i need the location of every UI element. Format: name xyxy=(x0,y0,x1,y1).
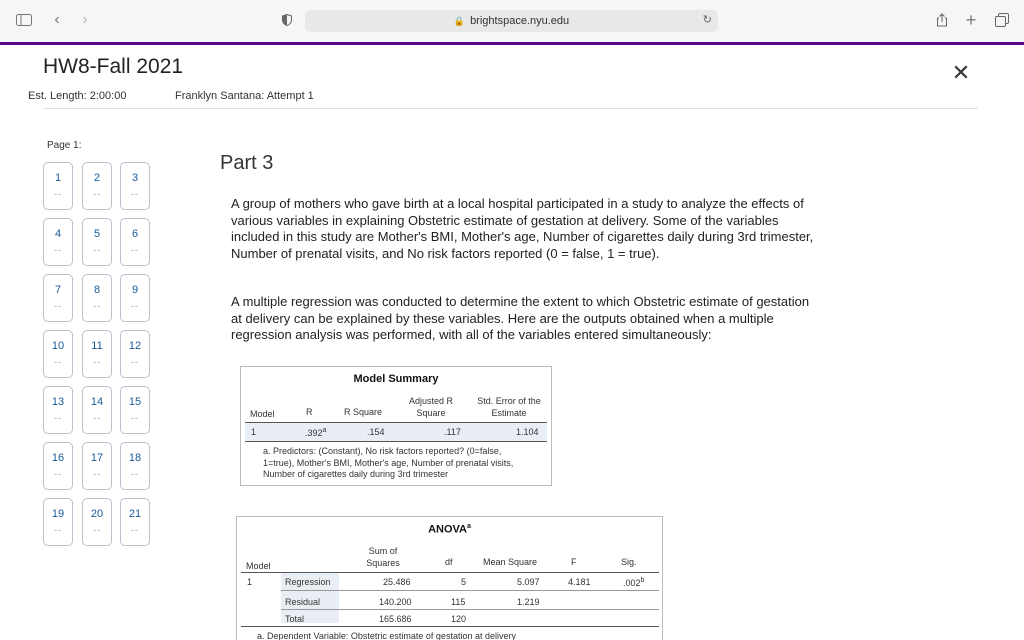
question-number: 4 xyxy=(54,228,62,240)
header-model: Model xyxy=(250,409,275,419)
new-tab-icon[interactable]: + xyxy=(965,9,977,30)
header-adj-r-square: Adjusted R Square xyxy=(408,396,454,418)
question-link-9[interactable] xyxy=(120,274,150,322)
close-icon[interactable]: ✕ xyxy=(951,60,971,85)
cell-ms: 5.097 xyxy=(517,577,540,587)
regression-paragraph: A multiple regression was conducted to determine the extent to which Obstetric estimate of gestation at delivery can be explained by these variables. Here are the outputs obtained when a multiple regression analysis was performed, with all of the variables entered simultaneously: xyxy=(231,294,810,342)
cell-ss: 25.486 xyxy=(383,577,411,587)
question-number: 5 xyxy=(93,228,101,240)
question-number: 13 xyxy=(51,396,65,408)
question-status: -- xyxy=(54,301,62,311)
table-title: Model Summary xyxy=(353,373,439,385)
question-status: -- xyxy=(93,301,101,311)
question-status: -- xyxy=(131,413,139,423)
cell-ms: 1.219 xyxy=(517,597,540,607)
table-footnote: a. Dependent Variable: Obstetric estimate of gestation at delivery xyxy=(257,631,516,640)
cell-df: 115 xyxy=(451,597,466,607)
question-status: -- xyxy=(93,245,101,255)
cell-model: 1 xyxy=(251,427,257,437)
back-icon[interactable]: ‹ xyxy=(54,11,60,28)
question-status: -- xyxy=(93,525,101,535)
cell-df: 5 xyxy=(461,577,467,587)
question-link-20[interactable] xyxy=(82,498,112,546)
question-status: -- xyxy=(54,189,62,199)
question-number: 14 xyxy=(90,396,104,408)
brand-bar xyxy=(0,42,1024,45)
row-label: Total xyxy=(285,614,305,624)
question-status: -- xyxy=(131,189,139,199)
cell-sig: .002 xyxy=(623,578,641,588)
lock-icon: 🔒 xyxy=(453,15,466,26)
question-number: 1 xyxy=(54,172,62,184)
question-number: 18 xyxy=(128,452,142,464)
question-number: 6 xyxy=(131,228,139,240)
question-link-12[interactable] xyxy=(120,330,150,378)
header-std-error: Std. Error of the Estimate xyxy=(477,396,541,418)
table-title: ANOVA xyxy=(428,523,467,536)
header-df: df xyxy=(445,557,453,567)
question-number: 19 xyxy=(51,508,65,520)
question-status: -- xyxy=(131,525,139,535)
cell-std-error: 1.104 xyxy=(516,427,539,437)
forward-icon[interactable]: › xyxy=(82,11,88,28)
question-status: -- xyxy=(54,357,62,367)
page-label: Page 1: xyxy=(47,140,82,151)
question-link-10[interactable] xyxy=(43,330,73,378)
cell-r-sup: a xyxy=(322,427,327,434)
question-status: -- xyxy=(93,357,101,367)
question-link-6[interactable] xyxy=(120,218,150,266)
question-number: 10 xyxy=(51,340,65,352)
question-link-13[interactable] xyxy=(43,386,73,434)
question-number: 17 xyxy=(90,452,104,464)
header-model: Model xyxy=(246,561,271,571)
question-link-8[interactable] xyxy=(82,274,112,322)
title-sup: a xyxy=(467,523,471,530)
cell-ss: 165.686 xyxy=(379,614,412,624)
question-link-19[interactable] xyxy=(43,498,73,546)
question-link-1[interactable] xyxy=(43,162,73,210)
model-summary-table xyxy=(240,366,552,486)
question-number: 21 xyxy=(128,508,142,520)
address-bar[interactable] xyxy=(305,10,718,32)
header-mean-square: Mean Square xyxy=(483,557,538,567)
cell-r-square: .154 xyxy=(367,427,385,437)
header-divider xyxy=(43,108,978,109)
part-title: Part 3 xyxy=(220,152,274,174)
question-status: -- xyxy=(54,245,62,255)
question-number: 8 xyxy=(93,284,101,296)
question-status: -- xyxy=(93,413,101,423)
share-icon[interactable] xyxy=(934,10,950,30)
browser-toolbar xyxy=(0,0,1024,42)
question-number: 16 xyxy=(51,452,65,464)
question-number: 12 xyxy=(128,340,142,352)
question-number: 15 xyxy=(128,396,142,408)
anova-table xyxy=(236,516,663,640)
question-link-16[interactable] xyxy=(43,442,73,490)
question-number: 11 xyxy=(91,340,103,352)
attempt-label: Franklyn Santana: Attempt 1 xyxy=(175,90,314,102)
sidebar-toggle-icon[interactable] xyxy=(14,10,34,30)
question-status: -- xyxy=(131,469,139,479)
reload-icon[interactable]: ↻ xyxy=(702,14,712,26)
bottom-rule xyxy=(241,626,659,627)
cell-adj-r-square: .117 xyxy=(444,427,461,437)
header-rule xyxy=(241,572,659,573)
row-shade xyxy=(245,423,547,441)
question-number: 9 xyxy=(131,284,139,296)
question-link-5[interactable] xyxy=(82,218,112,266)
question-number: 20 xyxy=(90,508,104,520)
quiz-title: HW8-Fall 2021 xyxy=(43,55,184,78)
question-status: -- xyxy=(93,469,101,479)
question-link-3[interactable] xyxy=(120,162,150,210)
table-footnote: a. Predictors: (Constant), No risk factors reported? (0=false, 1=true), Mother's BMI, Mother's age, Number of prenatal visits, Number of cigarettes daily during 3rd trimester xyxy=(263,446,514,479)
question-status: -- xyxy=(131,301,139,311)
url-text: brightspace.nyu.edu xyxy=(470,15,570,27)
tab-overview-icon[interactable] xyxy=(994,10,1010,30)
question-link-17[interactable] xyxy=(82,442,112,490)
question-link-2[interactable] xyxy=(82,162,112,210)
question-number: 7 xyxy=(54,284,62,296)
cell-model: 1 xyxy=(247,577,253,587)
question-status: -- xyxy=(54,469,62,479)
row-rule xyxy=(281,590,659,591)
cell-r: .392 xyxy=(305,428,323,438)
question-link-15[interactable] xyxy=(120,386,150,434)
question-status: -- xyxy=(93,189,101,199)
cell-f: 4.181 xyxy=(568,577,591,587)
question-link-14[interactable] xyxy=(82,386,112,434)
header-r-square: R Square xyxy=(344,407,383,417)
row-rule xyxy=(281,609,659,610)
intro-paragraph: A group of mothers who gave birth at a local hospital participated in a study to analyze the effects of various variables in explaining Obstetric estimate of gestation at delivery. Some of the variables included in this study are Mother's BMI, Mother's age, Number of cigarettes daily during 3rd trimester, Number of prenatal visits, and No risk factors reported (0 = false, 1 = true). xyxy=(231,196,814,261)
cell-ss: 140.200 xyxy=(379,597,412,607)
privacy-shield-icon[interactable] xyxy=(280,10,294,30)
question-link-7[interactable] xyxy=(43,274,73,322)
question-number: 3 xyxy=(131,172,139,184)
question-status: -- xyxy=(131,245,139,255)
question-status: -- xyxy=(131,357,139,367)
cell-sig-sup: b xyxy=(640,577,645,584)
header-sig: Sig. xyxy=(621,557,637,567)
cell-df: 120 xyxy=(451,614,467,624)
question-link-11[interactable] xyxy=(82,330,112,378)
est-length: Est. Length: 2:00:00 xyxy=(28,90,127,102)
header-rule xyxy=(245,422,547,423)
header-r: R xyxy=(306,407,313,417)
question-status: -- xyxy=(54,413,62,423)
question-link-18[interactable] xyxy=(120,442,150,490)
header-sum-squares: Sum of Squares xyxy=(366,546,400,568)
bottom-rule xyxy=(245,441,547,442)
question-number: 2 xyxy=(93,172,101,184)
row-label: Regression xyxy=(285,577,331,587)
question-status: -- xyxy=(54,525,62,535)
row-label: Residual xyxy=(285,597,321,607)
question-link-4[interactable] xyxy=(43,218,73,266)
question-link-21[interactable] xyxy=(120,498,150,546)
header-f: F xyxy=(571,557,577,567)
